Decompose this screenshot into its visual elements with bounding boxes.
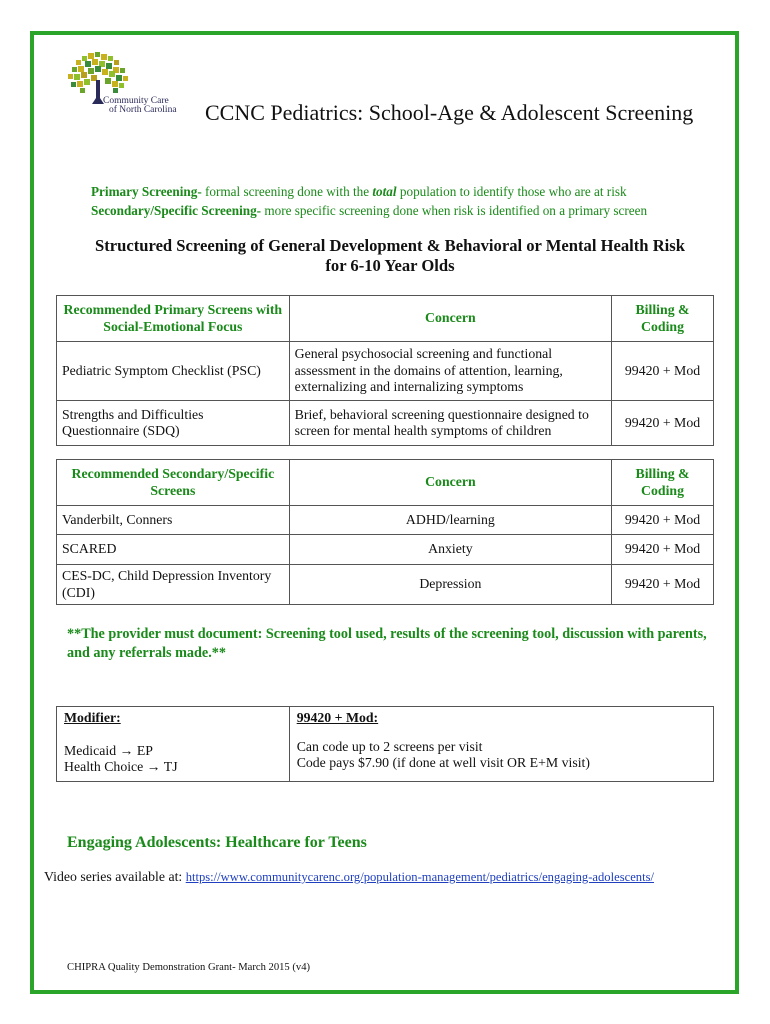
table-row	[57, 535, 714, 565]
concern-cell: ADHD/learning	[289, 506, 611, 535]
modifier-table	[56, 706, 714, 782]
concern-cell: Depression	[289, 565, 611, 605]
secondary-screens-table	[56, 459, 714, 605]
section-title-line-1: Structured Screening of General Development & Behavioral or Mental Health Risk	[95, 236, 685, 255]
documentation-note: **The provider must document: Screening tool used, results of the screening tool, discussion with parents, and any referrals made.**	[67, 626, 707, 661]
arrow-right-icon: →	[146, 759, 161, 774]
billing-info-line-1: Can code up to 2 screens per visit	[296, 738, 483, 754]
primary-emphasis: total	[372, 184, 397, 199]
logo-text-line-1: Community Care	[103, 96, 169, 106]
billing-info-cell	[289, 707, 713, 782]
health-choice-line	[64, 759, 282, 776]
engaging-adolescents-heading: Engaging Adolescents: Healthcare for Teens	[67, 834, 367, 851]
table-header-row	[57, 460, 714, 506]
document-title: CCNC Pediatrics: School-Age & Adolescent Screening	[205, 100, 694, 125]
modifier-cell	[57, 707, 290, 782]
section-title-line-2: for 6-10 Year Olds	[325, 256, 455, 275]
billing-cell: 99420 + Mod	[612, 535, 714, 565]
health-choice-code: TJ	[163, 759, 178, 774]
header-concern: Concern	[289, 296, 611, 342]
health-choice-label: Health Choice	[64, 759, 144, 774]
primary-definition	[91, 183, 647, 202]
table-row	[57, 342, 714, 401]
billing-cell: 99420 + Mod	[612, 506, 714, 535]
table-header-row	[57, 296, 714, 342]
concern-cell: Brief, behavioral screening questionnaire designed to screen for mental health symptoms of children	[289, 401, 611, 446]
table-row	[57, 565, 714, 605]
billing-cell: 99420 + Mod	[612, 342, 714, 401]
footer-text: CHIPRA Quality Demonstration Grant- March 2015 (v4)	[67, 962, 311, 973]
video-series-link[interactable]: https://www.communitycarenc.org/population-management/pediatrics/engaging-adolescents/	[185, 870, 654, 884]
header-concern: Concern	[289, 460, 611, 506]
concern-cell: Anxiety	[289, 535, 611, 565]
primary-text-pre: formal screening done with the	[201, 184, 373, 199]
logo-text	[103, 97, 177, 115]
header-billing: Billing & Coding	[612, 460, 714, 506]
header-screens: Recommended Secondary/Specific Screens	[57, 460, 290, 506]
medicaid-line	[64, 743, 282, 760]
medicaid-label: Medicaid	[64, 742, 117, 758]
screen-cell: Strengths and Difficulties Questionnaire (SDQ)	[57, 401, 290, 446]
secondary-definition	[91, 202, 647, 221]
video-series-line	[44, 869, 654, 885]
screen-cell: Vanderbilt, Conners	[57, 506, 290, 535]
screening-definitions	[91, 183, 647, 220]
secondary-term: Secondary/Specific Screening-	[91, 202, 262, 218]
concern-cell: General psychosocial screening and functional assessment in the domains of attention, learning, externalizing and internalizing symptoms	[289, 342, 611, 401]
billing-cell: 99420 + Mod	[612, 565, 714, 605]
table-row	[57, 401, 714, 446]
table-row	[57, 707, 714, 782]
primary-term: Primary Screening-	[91, 184, 202, 199]
primary-text-post: population to identify those who are at risk	[396, 184, 627, 199]
section-title	[60, 236, 720, 276]
logo-text-line-2: of North Carolina	[109, 105, 177, 115]
header-billing: Billing & Coding	[612, 296, 714, 342]
arrow-right-icon: →	[119, 742, 134, 758]
billing-info-header: 99420 + Mod:	[296, 710, 379, 725]
video-label: Video series available at:	[44, 869, 183, 884]
secondary-text: more specific screening done when risk is identified on a primary screen	[261, 202, 648, 218]
header-screens: Recommended Primary Screens with Social-Emotional Focus	[57, 296, 290, 342]
primary-screens-table	[56, 295, 714, 446]
medicaid-code: EP	[136, 742, 153, 758]
screen-cell: SCARED	[57, 535, 290, 565]
billing-cell: 99420 + Mod	[612, 401, 714, 446]
billing-info-line-2: Code pays $7.90 (if done at well visit OR E+M visit)	[296, 755, 590, 770]
modifier-header: Modifier:	[64, 710, 121, 725]
screen-cell: Pediatric Symptom Checklist (PSC)	[57, 342, 290, 401]
table-row	[57, 506, 714, 535]
screen-cell: CES-DC, Child Depression Inventory (CDI)	[57, 565, 290, 605]
